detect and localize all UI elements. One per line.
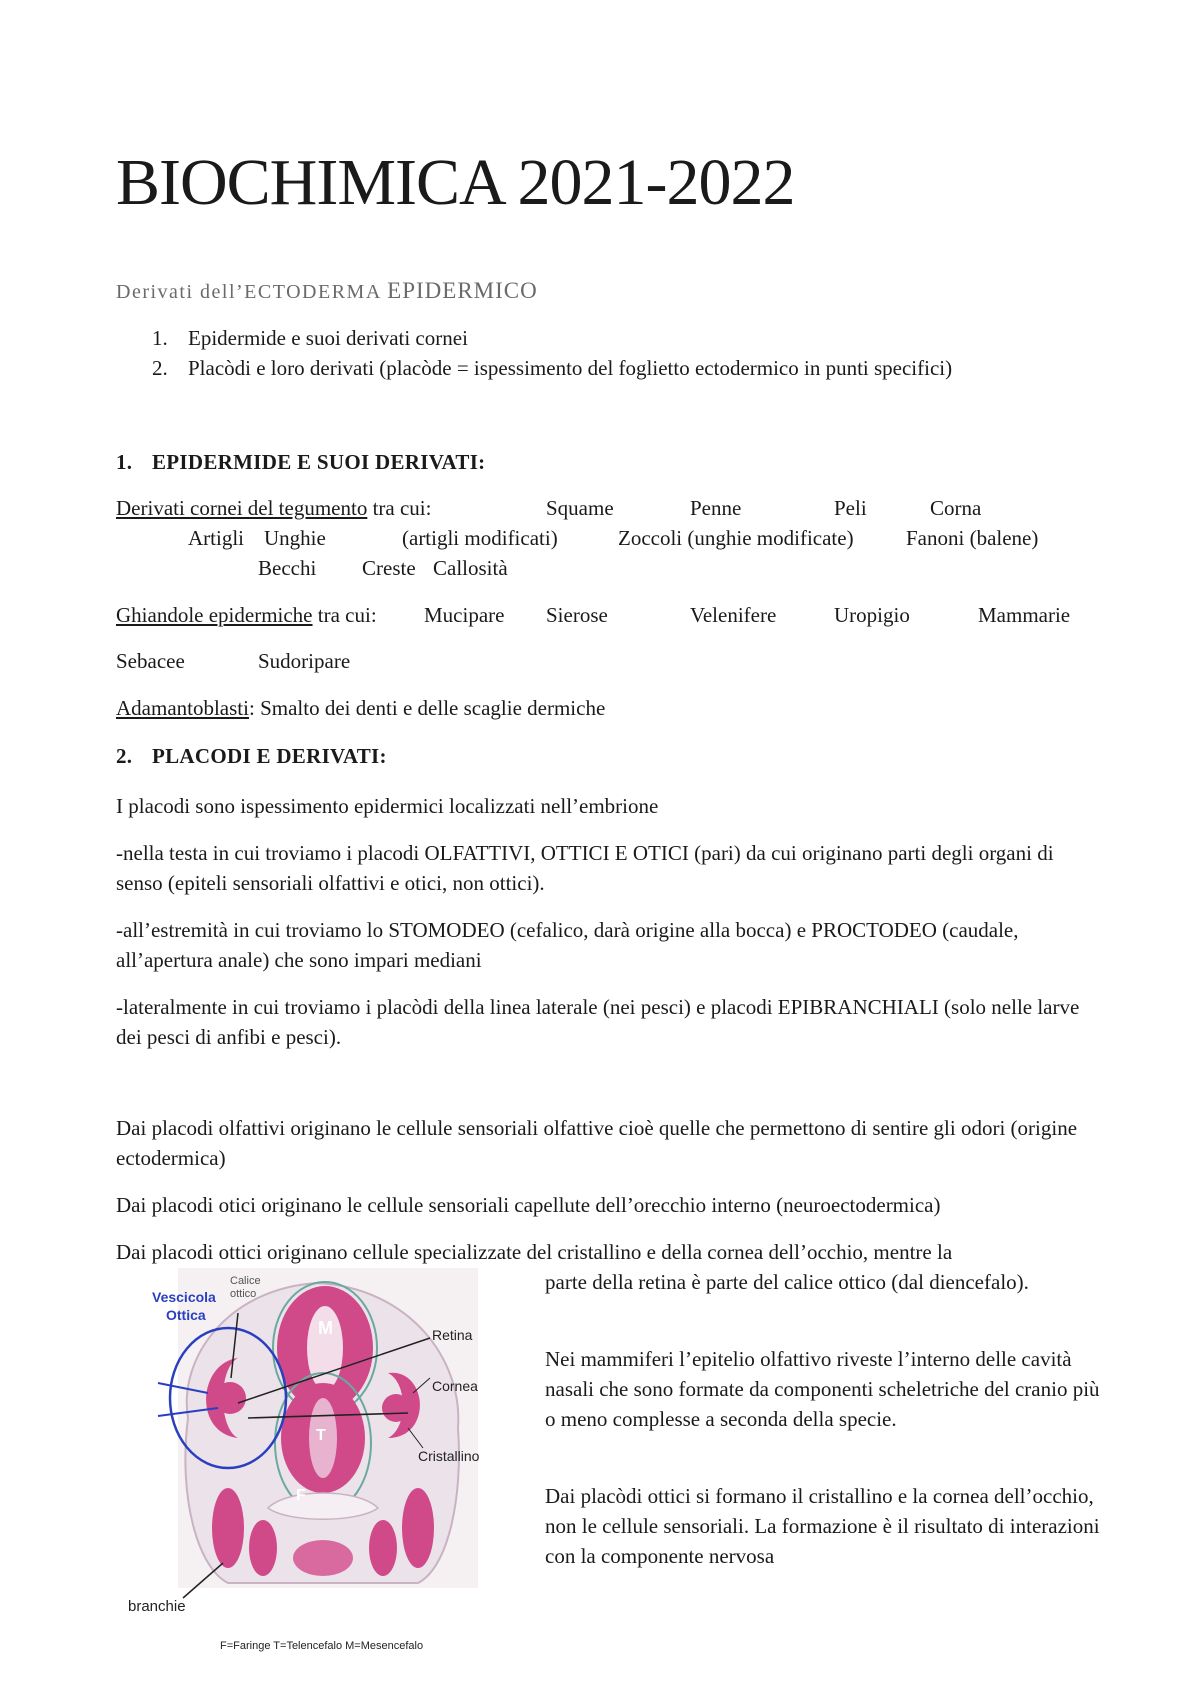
label-vescicola: Vescicola	[152, 1289, 216, 1305]
document-title: BIOCHIMICA 2021-2022	[116, 146, 795, 219]
label-cornea: Cornea	[432, 1378, 478, 1394]
heading-number: 1.	[116, 450, 133, 474]
ghiandole-item: Sierose	[546, 603, 608, 627]
label-ottica: Ottica	[166, 1307, 206, 1323]
paragraph: Dai placodi otici originano le cellule sensoriali capellute dell’orecchio interno (neuroectodermica)	[116, 1193, 941, 1217]
paragraph: Nei mammiferi l’epitelio olfattivo riveste l’interno delle cavità nasali che sono formate da componenti scheletriche del cranio più o meno complesse a seconda della specie.	[545, 1347, 1100, 1431]
list-text: Placòdi e loro derivati (placòde = ispessimento del foglietto ectodermico in punti specifici)	[188, 356, 953, 380]
section-heading	[116, 450, 486, 475]
figure-caption: F=Faringe T=Telencefalo M=Mesencefalo	[220, 1640, 424, 1652]
ghiandole-item: Mammarie	[978, 603, 1071, 627]
cornei-item: Callosità	[433, 556, 508, 580]
label-retina: Retina	[432, 1327, 473, 1343]
embryo-figure	[118, 1268, 538, 1633]
embryo-section-image	[118, 1268, 538, 1633]
list-number: 2.	[152, 356, 168, 380]
paragraph: Dai placodi ottici originano cellule specializzate del cristallino e della cornea dell’occhio, mentre la	[116, 1240, 953, 1264]
adamantoblasti-label: Adamantoblasti	[116, 696, 249, 720]
list-text: Epidermide e suoi derivati cornei	[188, 326, 468, 350]
ghiandole-line	[116, 600, 377, 630]
cornei-item: Fanoni (balene)	[906, 526, 1039, 550]
cornei-item: Unghie	[264, 526, 326, 550]
cornei-item: Penne	[690, 496, 742, 520]
label-f: F	[296, 1487, 306, 1504]
label-m: M	[318, 1318, 333, 1338]
cornei-item: Corna	[930, 496, 982, 520]
cornei-item: Peli	[834, 496, 867, 520]
ghiandole-item: Sebacee	[116, 649, 185, 673]
list-number: 1.	[152, 326, 168, 350]
label-ottico: ottico	[230, 1288, 257, 1300]
ghiandole-item: Sudoripare	[258, 649, 351, 673]
ghiandole-item: Velenifere	[690, 603, 777, 627]
label-t: T	[316, 1427, 326, 1444]
ghiandole-label: Ghiandole epidermiche	[116, 603, 313, 627]
document-subtitle	[116, 278, 538, 304]
subtitle-emphasis: EPIDERMICO	[387, 278, 538, 303]
adamantoblasti-line	[116, 693, 605, 723]
label-cristallino: Cristallino	[418, 1448, 480, 1464]
cornei-line	[116, 493, 431, 523]
label-calice: Calice	[230, 1275, 261, 1287]
intro-list-item	[152, 353, 953, 383]
subtitle-prefix: Derivati dell’ECTODERMA	[116, 281, 388, 303]
cornei-item: Squame	[546, 496, 614, 520]
heading-text: EPIDERMIDE E SUOI DERIVATI:	[152, 450, 486, 474]
cornei-item: Artigli	[188, 526, 244, 550]
label-branchie: branchie	[128, 1598, 186, 1615]
ghiandole-suffix: tra cui:	[312, 603, 377, 627]
ghiandole-item: Uropigio	[834, 603, 910, 627]
cornei-label: Derivati cornei del tegumento	[116, 496, 368, 520]
heading-text: PLACODI E DERIVATI:	[152, 744, 387, 768]
paragraph: I placodi sono ispessimento epidermici localizzati nell’embrione	[116, 794, 659, 818]
cornei-item: Zoccoli (unghie modificate)	[618, 526, 854, 550]
cornei-item: Becchi	[258, 556, 317, 580]
cornei-suffix: tra cui:	[367, 496, 432, 520]
paragraph: parte della retina è parte del calice ottico (dal diencefalo).	[545, 1270, 1029, 1294]
cornei-item: (artigli modificati)	[402, 526, 558, 550]
cornei-item: Creste	[362, 556, 416, 580]
paragraph: Dai placodi olfattivi originano le cellule sensoriali olfattive cioè quelle che permettono di sentire gli odori (origine ectodermica)	[116, 1116, 1078, 1170]
intro-list-item	[152, 323, 468, 353]
section-heading	[116, 744, 387, 769]
ghiandole-item: Mucipare	[424, 603, 505, 627]
adamantoblasti-text: : Smalto dei denti e delle scaglie dermiche	[248, 696, 606, 720]
paragraph: -all’estremità in cui troviamo lo STOMODEO (cefalico, darà origine alla bocca) e PROCTODEO (caudale, all’apertura anale) che sono impari mediani	[116, 918, 1019, 972]
paragraph: -nella testa in cui troviamo i placodi OLFATTIVI, OTTICI E OTICI (pari) da cui originano parti degli organi di senso (epiteli sensoriali olfattivi e otici, non ottici).	[116, 841, 1054, 895]
heading-number: 2.	[116, 744, 133, 768]
paragraph: Dai placòdi ottici si formano il cristallino e la cornea dell’occhio, non le cellule sensoriali. La formazione è il risultato di interazioni con la componente nervosa	[545, 1484, 1100, 1568]
paragraph: -lateralmente in cui troviamo i placòdi della linea laterale (nei pesci) e placodi EPIBRANCHIALI (solo nelle larve dei pesci di anfibi e pesci).	[116, 995, 1080, 1049]
